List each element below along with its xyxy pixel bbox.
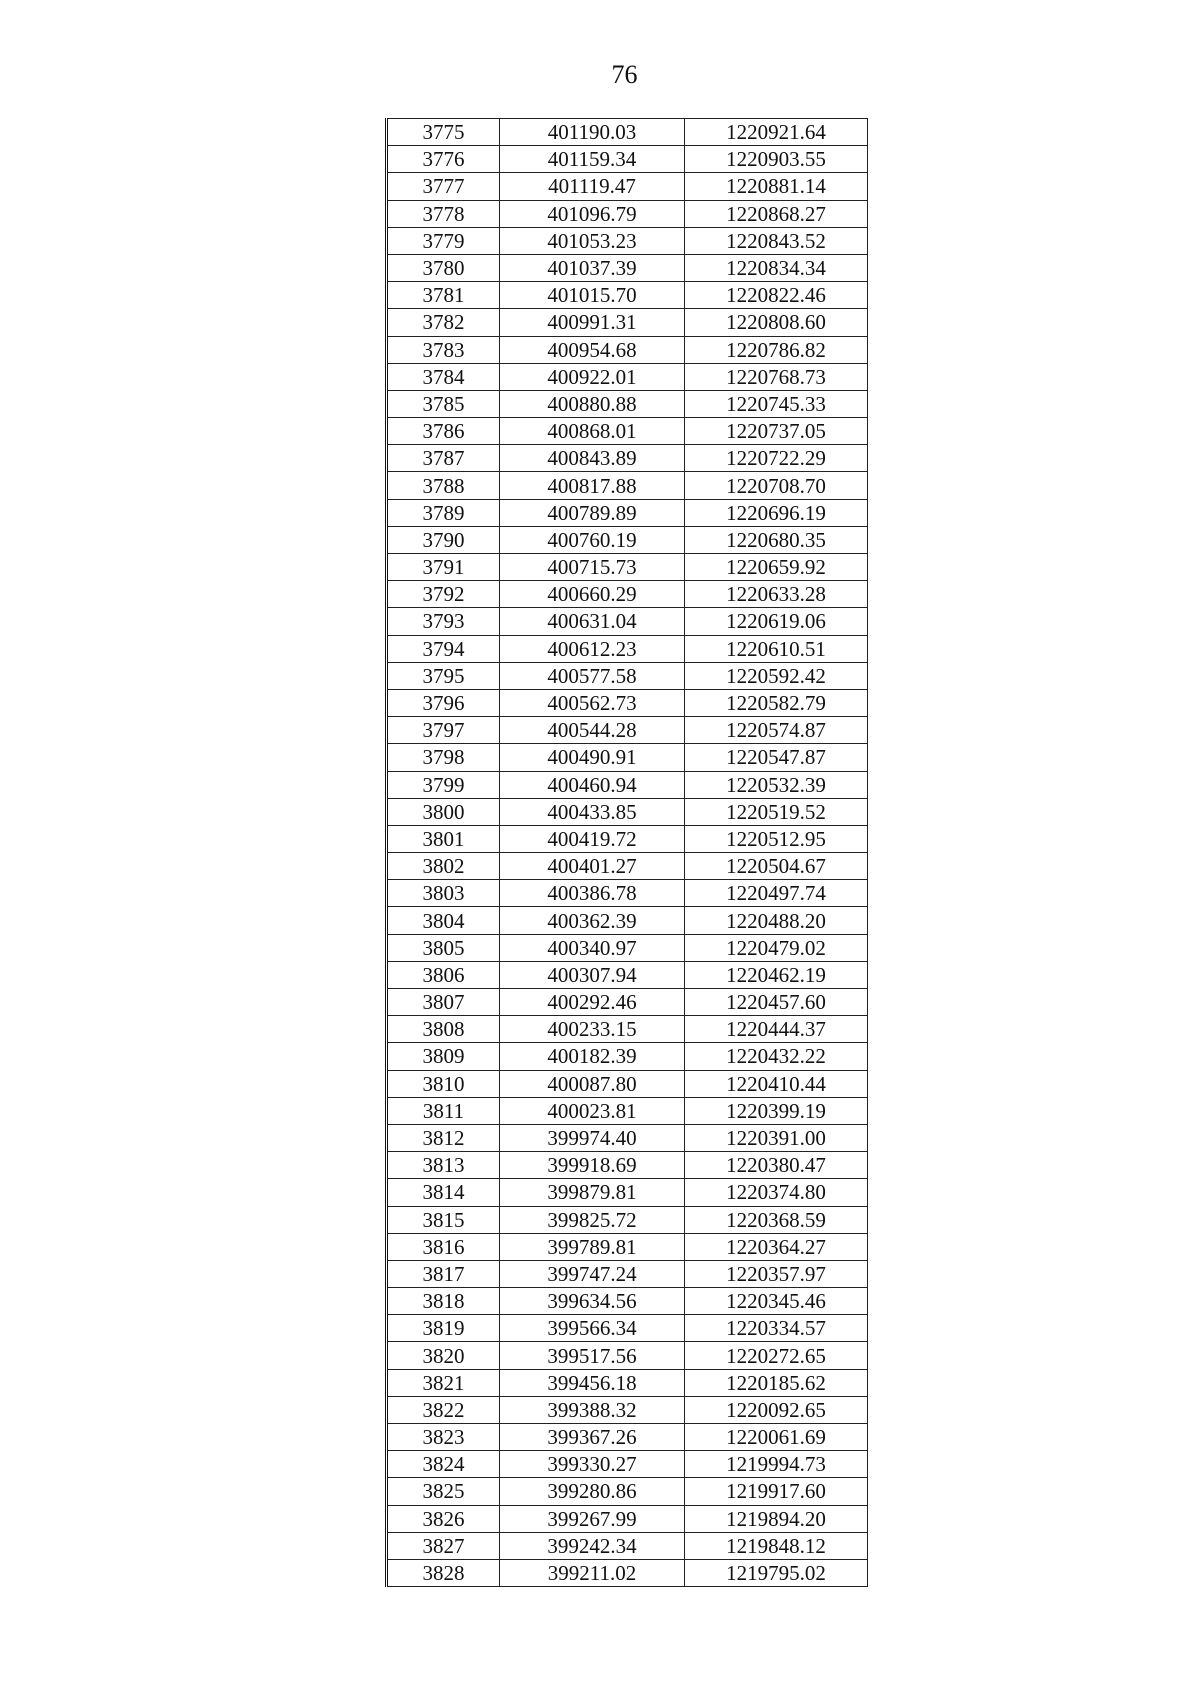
y-coordinate-cell: 1220391.00 <box>685 1124 868 1151</box>
table-row <box>387 771 868 798</box>
y-coordinate-cell: 1220410.44 <box>685 1070 868 1097</box>
x-coordinate-cell: 400292.46 <box>500 989 685 1016</box>
table-row <box>387 282 868 309</box>
x-coordinate-cell: 400460.94 <box>500 771 685 798</box>
y-coordinate-cell: 1220722.29 <box>685 445 868 472</box>
point-number-cell: 3786 <box>387 418 500 445</box>
x-coordinate-cell: 399634.56 <box>500 1288 685 1315</box>
x-coordinate-cell: 399747.24 <box>500 1260 685 1287</box>
table-row <box>387 1097 868 1124</box>
table-row <box>387 309 868 336</box>
x-coordinate-cell: 400490.91 <box>500 744 685 771</box>
point-number-cell: 3780 <box>387 254 500 281</box>
x-coordinate-cell: 401015.70 <box>500 282 685 309</box>
point-number-cell: 3815 <box>387 1206 500 1233</box>
x-coordinate-cell: 399517.56 <box>500 1342 685 1369</box>
x-coordinate-cell: 400880.88 <box>500 390 685 417</box>
y-coordinate-cell: 1220061.69 <box>685 1424 868 1451</box>
point-number-cell: 3814 <box>387 1179 500 1206</box>
y-coordinate-cell: 1220592.42 <box>685 662 868 689</box>
y-coordinate-cell: 1220547.87 <box>685 744 868 771</box>
point-number-cell: 3775 <box>387 119 500 146</box>
table-row <box>387 1233 868 1260</box>
y-coordinate-cell: 1220399.19 <box>685 1097 868 1124</box>
y-coordinate-cell: 1220512.95 <box>685 825 868 852</box>
x-coordinate-cell: 399974.40 <box>500 1124 685 1151</box>
point-number-cell: 3821 <box>387 1369 500 1396</box>
y-coordinate-cell: 1220357.97 <box>685 1260 868 1287</box>
y-coordinate-cell: 1219795.02 <box>685 1559 868 1586</box>
table-row <box>387 1478 868 1505</box>
x-coordinate-cell: 399388.32 <box>500 1396 685 1423</box>
x-coordinate-cell: 399267.99 <box>500 1505 685 1532</box>
table-row <box>387 934 868 961</box>
table-row <box>387 907 868 934</box>
table-row <box>387 472 868 499</box>
x-coordinate-cell: 400233.15 <box>500 1016 685 1043</box>
y-coordinate-cell: 1220903.55 <box>685 146 868 173</box>
point-number-cell: 3802 <box>387 853 500 880</box>
x-coordinate-cell: 400577.58 <box>500 662 685 689</box>
x-coordinate-cell: 400817.88 <box>500 472 685 499</box>
table-row <box>387 254 868 281</box>
x-coordinate-cell: 400401.27 <box>500 853 685 880</box>
y-coordinate-cell: 1220708.70 <box>685 472 868 499</box>
x-coordinate-cell: 401159.34 <box>500 146 685 173</box>
point-number-cell: 3782 <box>387 309 500 336</box>
x-coordinate-cell: 401190.03 <box>500 119 685 146</box>
x-coordinate-cell: 401096.79 <box>500 200 685 227</box>
y-coordinate-cell: 1220497.74 <box>685 880 868 907</box>
table-row <box>387 744 868 771</box>
point-number-cell: 3828 <box>387 1559 500 1586</box>
x-coordinate-cell: 399280.86 <box>500 1478 685 1505</box>
y-coordinate-cell: 1220768.73 <box>685 363 868 390</box>
y-coordinate-cell: 1220532.39 <box>685 771 868 798</box>
y-coordinate-cell: 1220881.14 <box>685 173 868 200</box>
y-coordinate-cell: 1220808.60 <box>685 309 868 336</box>
table-row <box>387 1451 868 1478</box>
point-number-cell: 3792 <box>387 581 500 608</box>
y-coordinate-cell: 1220843.52 <box>685 227 868 254</box>
point-number-cell: 3800 <box>387 798 500 825</box>
table-row <box>387 1559 868 1586</box>
table-row <box>387 1179 868 1206</box>
y-coordinate-cell: 1220582.79 <box>685 689 868 716</box>
y-coordinate-cell: 1219917.60 <box>685 1478 868 1505</box>
table-row <box>387 989 868 1016</box>
point-number-cell: 3790 <box>387 526 500 553</box>
table-row <box>387 336 868 363</box>
x-coordinate-cell: 400386.78 <box>500 880 685 907</box>
y-coordinate-cell: 1220574.87 <box>685 717 868 744</box>
point-number-cell: 3799 <box>387 771 500 798</box>
y-coordinate-cell: 1220786.82 <box>685 336 868 363</box>
point-number-cell: 3813 <box>387 1152 500 1179</box>
x-coordinate-cell: 400023.81 <box>500 1097 685 1124</box>
y-coordinate-cell: 1220092.65 <box>685 1396 868 1423</box>
x-coordinate-cell: 400544.28 <box>500 717 685 744</box>
table-row <box>387 961 868 988</box>
x-coordinate-cell: 399566.34 <box>500 1315 685 1342</box>
table-row <box>387 1260 868 1287</box>
table-row <box>387 581 868 608</box>
table-row <box>387 1505 868 1532</box>
y-coordinate-cell: 1220488.20 <box>685 907 868 934</box>
x-coordinate-cell: 401119.47 <box>500 173 685 200</box>
table-row <box>387 173 868 200</box>
y-coordinate-cell: 1220462.19 <box>685 961 868 988</box>
point-number-cell: 3783 <box>387 336 500 363</box>
x-coordinate-cell: 400991.31 <box>500 309 685 336</box>
point-number-cell: 3823 <box>387 1424 500 1451</box>
x-coordinate-cell: 400789.89 <box>500 499 685 526</box>
y-coordinate-cell: 1220334.57 <box>685 1315 868 1342</box>
y-coordinate-cell: 1220368.59 <box>685 1206 868 1233</box>
x-coordinate-cell: 400868.01 <box>500 418 685 445</box>
point-number-cell: 3779 <box>387 227 500 254</box>
y-coordinate-cell: 1220432.22 <box>685 1043 868 1070</box>
table-row <box>387 390 868 417</box>
point-number-cell: 3801 <box>387 825 500 852</box>
table-row <box>387 1396 868 1423</box>
table-row <box>387 798 868 825</box>
point-number-cell: 3797 <box>387 717 500 744</box>
y-coordinate-cell: 1220345.46 <box>685 1288 868 1315</box>
point-number-cell: 3822 <box>387 1396 500 1423</box>
table-row <box>387 526 868 553</box>
point-number-cell: 3818 <box>387 1288 500 1315</box>
table-row <box>387 1315 868 1342</box>
table-row <box>387 1206 868 1233</box>
y-coordinate-cell: 1220737.05 <box>685 418 868 445</box>
x-coordinate-cell: 400362.39 <box>500 907 685 934</box>
x-coordinate-cell: 399825.72 <box>500 1206 685 1233</box>
x-coordinate-cell: 401037.39 <box>500 254 685 281</box>
y-coordinate-cell: 1220185.62 <box>685 1369 868 1396</box>
x-coordinate-cell: 400340.97 <box>500 934 685 961</box>
table-row <box>387 1152 868 1179</box>
x-coordinate-cell: 400182.39 <box>500 1043 685 1070</box>
y-coordinate-cell: 1219894.20 <box>685 1505 868 1532</box>
y-coordinate-cell: 1220680.35 <box>685 526 868 553</box>
point-number-cell: 3784 <box>387 363 500 390</box>
y-coordinate-cell: 1220374.80 <box>685 1179 868 1206</box>
y-coordinate-cell: 1220272.65 <box>685 1342 868 1369</box>
x-coordinate-cell: 400715.73 <box>500 554 685 581</box>
table-row <box>387 146 868 173</box>
point-number-cell: 3811 <box>387 1097 500 1124</box>
table-row <box>387 363 868 390</box>
table-row <box>387 1016 868 1043</box>
table-row <box>387 853 868 880</box>
x-coordinate-cell: 400433.85 <box>500 798 685 825</box>
x-coordinate-cell: 399456.18 <box>500 1369 685 1396</box>
table-row <box>387 200 868 227</box>
table-row <box>387 825 868 852</box>
point-number-cell: 3807 <box>387 989 500 1016</box>
y-coordinate-cell: 1220504.67 <box>685 853 868 880</box>
y-coordinate-cell: 1220364.27 <box>685 1233 868 1260</box>
point-number-cell: 3804 <box>387 907 500 934</box>
x-coordinate-cell: 401053.23 <box>500 227 685 254</box>
table-row <box>387 554 868 581</box>
x-coordinate-cell: 400087.80 <box>500 1070 685 1097</box>
table-row <box>387 689 868 716</box>
point-number-cell: 3825 <box>387 1478 500 1505</box>
y-coordinate-cell: 1219994.73 <box>685 1451 868 1478</box>
point-number-cell: 3803 <box>387 880 500 907</box>
x-coordinate-cell: 399789.81 <box>500 1233 685 1260</box>
y-coordinate-cell: 1220519.52 <box>685 798 868 825</box>
point-number-cell: 3810 <box>387 1070 500 1097</box>
table-row <box>387 608 868 635</box>
table-row <box>387 227 868 254</box>
y-coordinate-cell: 1220868.27 <box>685 200 868 227</box>
point-number-cell: 3817 <box>387 1260 500 1287</box>
point-number-cell: 3785 <box>387 390 500 417</box>
point-number-cell: 3806 <box>387 961 500 988</box>
x-coordinate-cell: 400954.68 <box>500 336 685 363</box>
table-row <box>387 1424 868 1451</box>
x-coordinate-cell: 399330.27 <box>500 1451 685 1478</box>
table-row <box>387 1124 868 1151</box>
y-coordinate-cell: 1220444.37 <box>685 1016 868 1043</box>
point-number-cell: 3781 <box>387 282 500 309</box>
x-coordinate-cell: 400307.94 <box>500 961 685 988</box>
point-number-cell: 3824 <box>387 1451 500 1478</box>
table-row <box>387 1070 868 1097</box>
y-coordinate-cell: 1220745.33 <box>685 390 868 417</box>
point-number-cell: 3827 <box>387 1532 500 1559</box>
table-row <box>387 1532 868 1559</box>
table-row <box>387 880 868 907</box>
point-number-cell: 3777 <box>387 173 500 200</box>
point-number-cell: 3796 <box>387 689 500 716</box>
x-coordinate-cell: 399367.26 <box>500 1424 685 1451</box>
point-number-cell: 3789 <box>387 499 500 526</box>
point-number-cell: 3778 <box>387 200 500 227</box>
y-coordinate-cell: 1220834.34 <box>685 254 868 281</box>
y-coordinate-cell: 1219848.12 <box>685 1532 868 1559</box>
y-coordinate-cell: 1220921.64 <box>685 119 868 146</box>
table-row <box>387 1369 868 1396</box>
point-number-cell: 3805 <box>387 934 500 961</box>
point-number-cell: 3809 <box>387 1043 500 1070</box>
point-number-cell: 3798 <box>387 744 500 771</box>
coordinates-table <box>385 118 868 1587</box>
table-row <box>387 1288 868 1315</box>
point-number-cell: 3808 <box>387 1016 500 1043</box>
page-number: 76 <box>611 60 638 89</box>
table-row <box>387 635 868 662</box>
y-coordinate-cell: 1220479.02 <box>685 934 868 961</box>
y-coordinate-cell: 1220659.92 <box>685 554 868 581</box>
point-number-cell: 3791 <box>387 554 500 581</box>
point-number-cell: 3819 <box>387 1315 500 1342</box>
x-coordinate-cell: 400631.04 <box>500 608 685 635</box>
x-coordinate-cell: 399918.69 <box>500 1152 685 1179</box>
y-coordinate-cell: 1220822.46 <box>685 282 868 309</box>
x-coordinate-cell: 400660.29 <box>500 581 685 608</box>
point-number-cell: 3793 <box>387 608 500 635</box>
x-coordinate-cell: 400922.01 <box>500 363 685 390</box>
table-row <box>387 717 868 744</box>
table-row <box>387 119 868 146</box>
point-number-cell: 3816 <box>387 1233 500 1260</box>
table-row <box>387 1043 868 1070</box>
x-coordinate-cell: 400843.89 <box>500 445 685 472</box>
table-row <box>387 662 868 689</box>
table-row <box>387 445 868 472</box>
point-number-cell: 3820 <box>387 1342 500 1369</box>
x-coordinate-cell: 399879.81 <box>500 1179 685 1206</box>
point-number-cell: 3776 <box>387 146 500 173</box>
point-number-cell: 3826 <box>387 1505 500 1532</box>
coordinates-table-body <box>387 119 868 1587</box>
x-coordinate-cell: 399242.34 <box>500 1532 685 1559</box>
x-coordinate-cell: 400419.72 <box>500 825 685 852</box>
x-coordinate-cell: 400760.19 <box>500 526 685 553</box>
point-number-cell: 3787 <box>387 445 500 472</box>
table-row <box>387 1342 868 1369</box>
y-coordinate-cell: 1220633.28 <box>685 581 868 608</box>
y-coordinate-cell: 1220696.19 <box>685 499 868 526</box>
y-coordinate-cell: 1220380.47 <box>685 1152 868 1179</box>
y-coordinate-cell: 1220610.51 <box>685 635 868 662</box>
y-coordinate-cell: 1220619.06 <box>685 608 868 635</box>
table-row <box>387 418 868 445</box>
table-row <box>387 499 868 526</box>
point-number-cell: 3788 <box>387 472 500 499</box>
x-coordinate-cell: 400612.23 <box>500 635 685 662</box>
x-coordinate-cell: 399211.02 <box>500 1559 685 1586</box>
y-coordinate-cell: 1220457.60 <box>685 989 868 1016</box>
point-number-cell: 3794 <box>387 635 500 662</box>
x-coordinate-cell: 400562.73 <box>500 689 685 716</box>
point-number-cell: 3812 <box>387 1124 500 1151</box>
point-number-cell: 3795 <box>387 662 500 689</box>
